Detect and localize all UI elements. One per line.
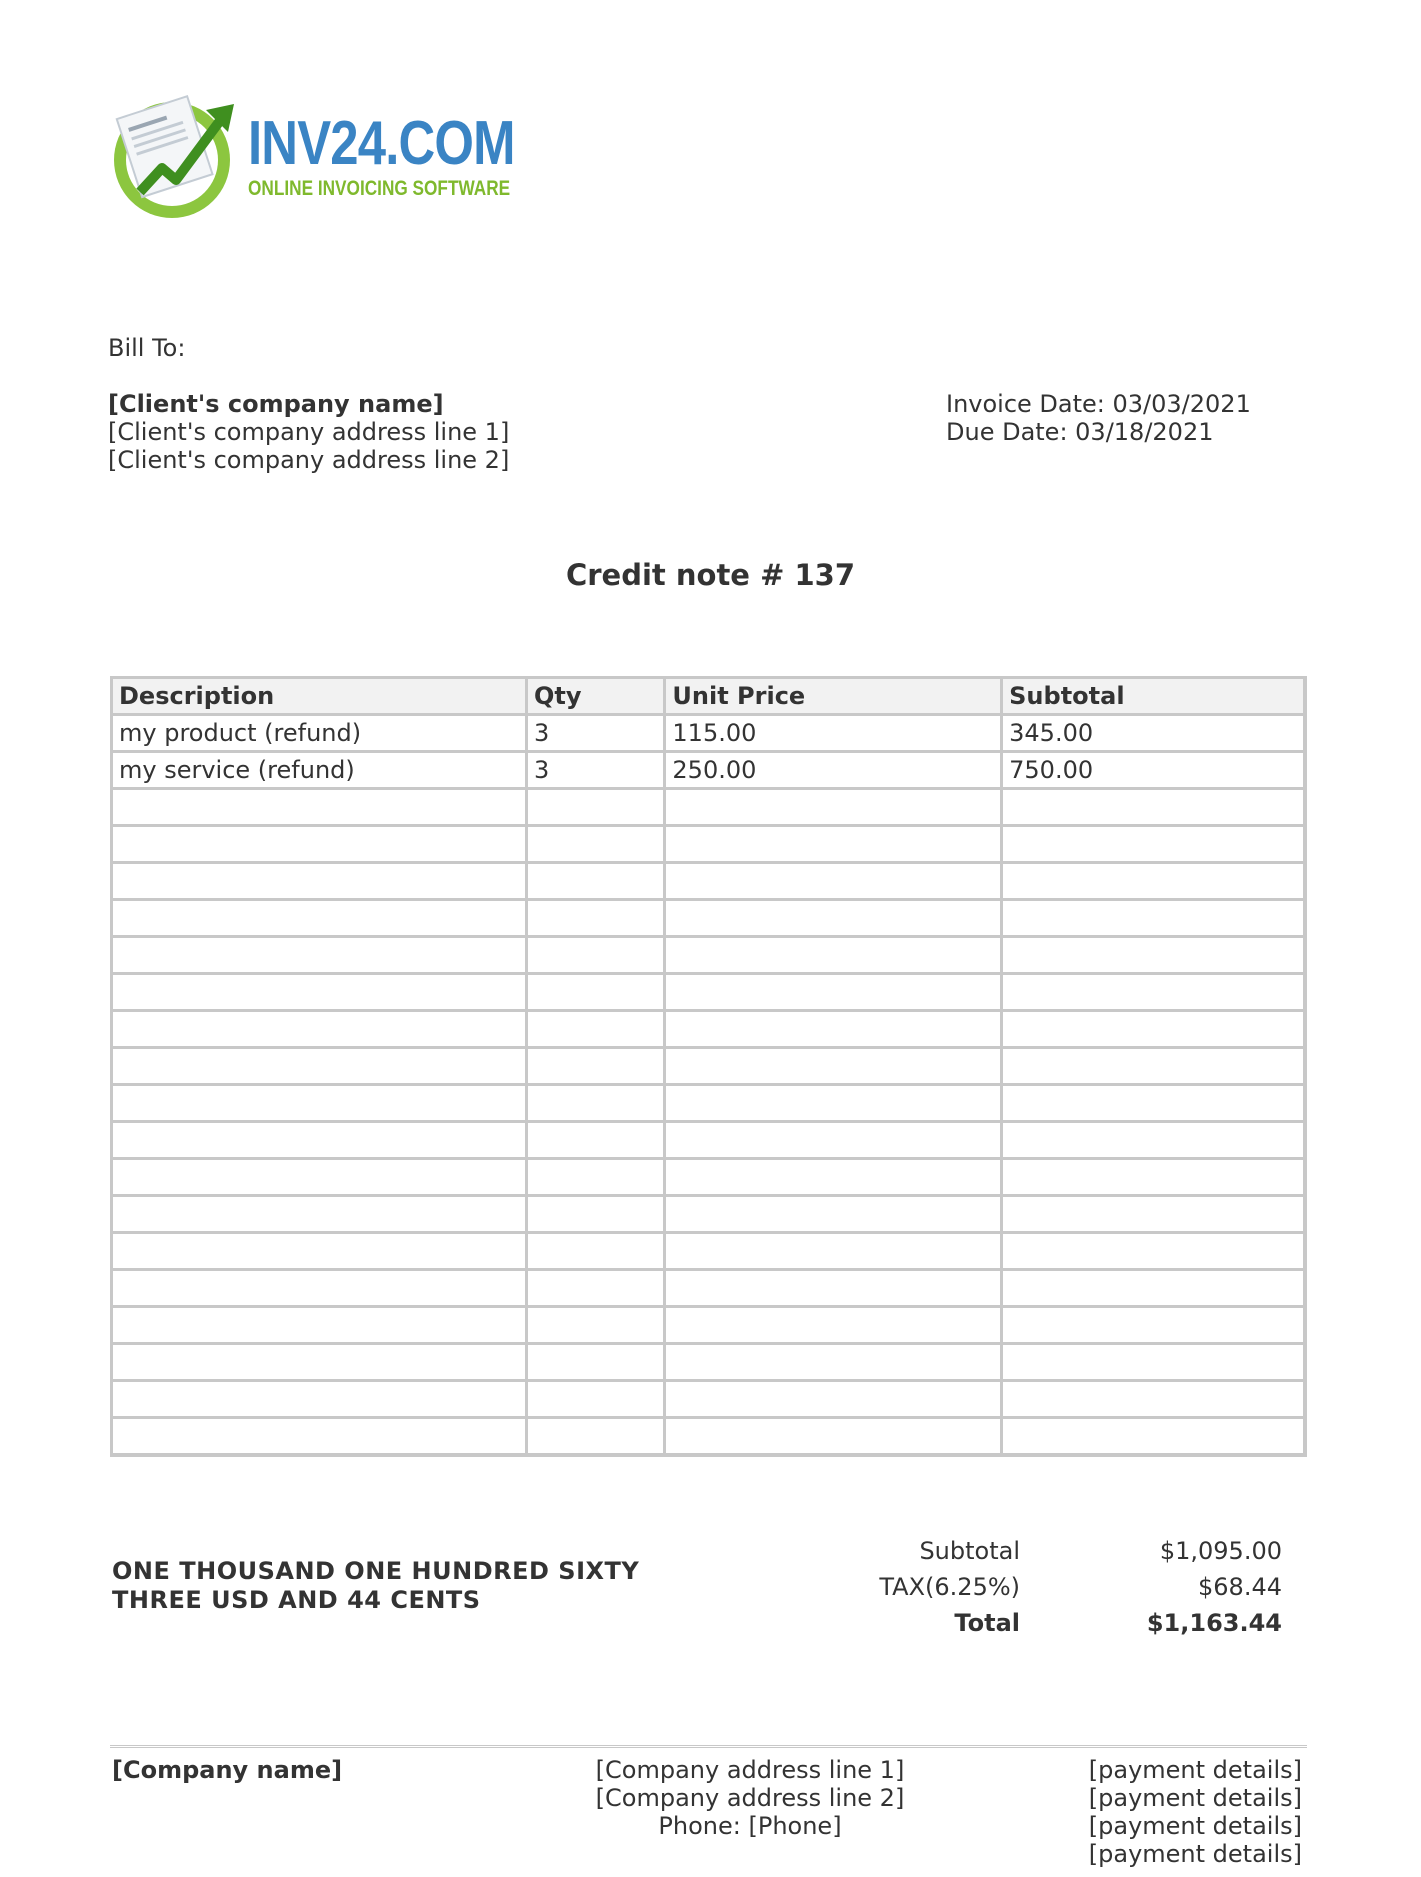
cell-description (113, 1197, 528, 1234)
cell-description (113, 1049, 528, 1086)
table-row (113, 753, 1306, 790)
cell-qty (528, 1382, 666, 1419)
cell-unit-price (666, 1419, 1003, 1456)
cell-qty (528, 1049, 666, 1086)
cell-unit-price (666, 790, 1003, 827)
cell-unit-price (666, 1086, 1003, 1123)
cell-description (113, 901, 528, 938)
cell-subtotal (1003, 827, 1306, 864)
amount-words-line-1: ONE THOUSAND ONE HUNDRED SIXTY (112, 1557, 640, 1585)
total-value: $1,163.44 (1146, 1609, 1282, 1637)
cell-subtotal (1003, 1419, 1306, 1456)
cell-subtotal (1003, 1271, 1306, 1308)
cell-description (113, 1234, 528, 1271)
amount-words-line-2: THREE USD AND 44 CENTS (112, 1586, 481, 1614)
cell-description (113, 1086, 528, 1123)
cell-unit-price (666, 1345, 1003, 1382)
cell-subtotal (1003, 1234, 1306, 1271)
cell-unit-price (666, 1271, 1003, 1308)
header-qty: Qty (528, 679, 666, 716)
table-row (113, 1086, 1306, 1123)
table-row (113, 864, 1306, 901)
tax-value: $68.44 (1198, 1573, 1282, 1601)
cell-subtotal (1003, 1123, 1306, 1160)
cell-subtotal (1003, 1012, 1306, 1049)
table-row (113, 1197, 1306, 1234)
cell-unit-price (666, 1234, 1003, 1271)
due-date: Due Date: 03/18/2021 (946, 418, 1214, 446)
footer-payment-details (1089, 1756, 1302, 1868)
cell-qty (528, 1160, 666, 1197)
header-subtotal: Subtotal (1003, 679, 1306, 716)
cell-unit-price (666, 938, 1003, 975)
cell-qty (528, 864, 666, 901)
tax-label: TAX(6.25%) (879, 1573, 1020, 1601)
cell-qty (528, 938, 666, 975)
cell-subtotal (1003, 1345, 1306, 1382)
table-row (113, 1382, 1306, 1419)
footer-address-line-1: [Company address line 1] (595, 1756, 905, 1784)
header-unit-price: Unit Price (666, 679, 1003, 716)
cell-description (113, 1012, 528, 1049)
cell-qty (528, 975, 666, 1012)
cell-subtotal (1003, 1197, 1306, 1234)
cell-qty (528, 1271, 666, 1308)
cell-subtotal (1003, 901, 1306, 938)
cell-subtotal (1003, 1308, 1306, 1345)
subtotal-label: Subtotal (919, 1537, 1020, 1565)
cell-description (113, 827, 528, 864)
client-info (108, 390, 509, 474)
cell-unit-price (666, 901, 1003, 938)
cell-qty (528, 1345, 666, 1382)
table-row (113, 975, 1306, 1012)
cell-description (113, 975, 528, 1012)
table-row (113, 1419, 1306, 1456)
cell-unit-price (666, 827, 1003, 864)
table-row (113, 716, 1306, 753)
cell-subtotal (1003, 975, 1306, 1012)
table-row (113, 827, 1306, 864)
cell-qty (528, 1234, 666, 1271)
table-body (113, 716, 1306, 1456)
logo-tagline: ONLINE INVOICING SOFTWARE (248, 177, 511, 200)
cell-subtotal (1003, 864, 1306, 901)
table-row (113, 1308, 1306, 1345)
cell-description (113, 1308, 528, 1345)
payment-details-line: [payment details] (1088, 1756, 1302, 1784)
logo-emblem-icon (110, 92, 240, 222)
table-header-row (113, 679, 1306, 716)
cell-description (113, 1382, 528, 1419)
invoice-date: Invoice Date: 03/03/2021 (946, 390, 1251, 418)
document-title: Credit note # 137 (565, 558, 856, 592)
cell-subtotal (1003, 938, 1306, 975)
cell-qty (528, 1086, 666, 1123)
cell-qty: 3 (528, 753, 666, 790)
cell-description (113, 938, 528, 975)
cell-subtotal (1003, 790, 1306, 827)
footer-company-address (480, 1756, 1020, 1840)
table-row (113, 1012, 1306, 1049)
cell-description (113, 1271, 528, 1308)
totals-block (820, 1533, 1282, 1641)
footer-divider (110, 1745, 1307, 1748)
payment-details-line: [payment details] (1088, 1840, 1302, 1868)
line-items-table (110, 676, 1307, 1457)
cell-description: my service (refund) (113, 753, 528, 790)
table-row (113, 790, 1306, 827)
cell-qty (528, 827, 666, 864)
cell-subtotal (1003, 1382, 1306, 1419)
table-row (113, 1160, 1306, 1197)
cell-unit-price (666, 1049, 1003, 1086)
cell-subtotal (1003, 1086, 1306, 1123)
cell-qty (528, 1197, 666, 1234)
subtotal-value: $1,095.00 (1159, 1537, 1282, 1565)
cell-description (113, 864, 528, 901)
cell-unit-price (666, 1012, 1003, 1049)
cell-description (113, 1160, 528, 1197)
footer-address-line-2: [Company address line 2] (595, 1784, 905, 1812)
cell-subtotal: 750.00 (1003, 753, 1306, 790)
table-row (113, 901, 1306, 938)
header-description: Description (113, 679, 528, 716)
cell-unit-price (666, 1382, 1003, 1419)
table-row (113, 1049, 1306, 1086)
cell-qty: 3 (528, 716, 666, 753)
cell-subtotal: 345.00 (1003, 716, 1306, 753)
cell-subtotal (1003, 1160, 1306, 1197)
cell-qty (528, 901, 666, 938)
logo-name: INV24.COM (248, 109, 515, 178)
table-row (113, 1345, 1306, 1382)
table-row (113, 1123, 1306, 1160)
cell-description (113, 1419, 528, 1456)
footer-company-name: [Company name] (112, 1756, 343, 1784)
payment-details-line: [payment details] (1088, 1784, 1302, 1812)
cell-unit-price (666, 975, 1003, 1012)
client-address-line-1: [Client's company address line 1] (108, 418, 510, 446)
cell-unit-price (666, 864, 1003, 901)
cell-qty (528, 1419, 666, 1456)
table-row (113, 938, 1306, 975)
total-row (820, 1605, 1282, 1641)
cell-description (113, 790, 528, 827)
cell-subtotal (1003, 1049, 1306, 1086)
cell-description: my product (refund) (113, 716, 528, 753)
cell-unit-price: 250.00 (666, 753, 1003, 790)
bill-to-label: Bill To: (108, 334, 186, 362)
cell-description (113, 1345, 528, 1382)
invoice-dates (946, 390, 1251, 446)
client-company-name: [Client's company name] (108, 390, 444, 418)
client-address-line-2: [Client's company address line 2] (108, 446, 510, 474)
footer-phone: Phone: [Phone] (658, 1812, 842, 1840)
cell-unit-price (666, 1160, 1003, 1197)
cell-description (113, 1123, 528, 1160)
cell-qty (528, 790, 666, 827)
tax-row (820, 1569, 1282, 1605)
cell-unit-price: 115.00 (666, 716, 1003, 753)
amount-in-words (112, 1557, 639, 1615)
total-label: Total (954, 1609, 1020, 1637)
cell-qty (528, 1012, 666, 1049)
company-logo (110, 92, 515, 222)
table-row (113, 1271, 1306, 1308)
cell-unit-price (666, 1123, 1003, 1160)
cell-qty (528, 1123, 666, 1160)
subtotal-row (820, 1533, 1282, 1569)
cell-unit-price (666, 1197, 1003, 1234)
table-row (113, 1234, 1306, 1271)
cell-unit-price (666, 1308, 1003, 1345)
cell-qty (528, 1308, 666, 1345)
payment-details-line: [payment details] (1088, 1812, 1302, 1840)
